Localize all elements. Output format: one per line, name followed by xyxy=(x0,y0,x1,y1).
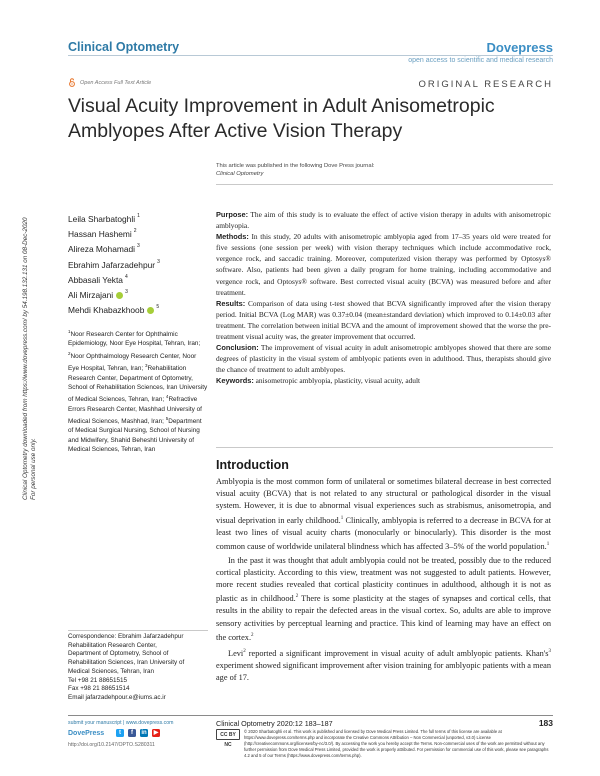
author-affiliation-sup: 3 xyxy=(157,258,160,265)
affiliation-text: Department of Medical Surgical Nursing, School of Nursing and Midwifery, Shahid Beheshti University of Medical Sciences, Tehran, Iran xyxy=(68,418,202,453)
author xyxy=(68,288,160,303)
facebook-icon[interactable]: f xyxy=(128,729,136,737)
abstract-conclusion xyxy=(216,342,551,375)
author xyxy=(68,258,160,273)
author xyxy=(68,227,160,242)
abstract-conclusion-label: Conclusion: xyxy=(216,343,259,353)
citation-ref[interactable]: 2 xyxy=(243,648,246,654)
correspondence-address: Rehabilitation Research Center, xyxy=(68,641,157,649)
youtube-icon[interactable]: ▶ xyxy=(153,730,159,736)
author-affiliation-sup: 2 xyxy=(133,228,137,235)
section-label: ORIGINAL RESEARCH xyxy=(418,79,553,90)
affiliation-text: Noor Research Center for Ophthalmic Epidemiology, Noor Eye Hospital, Tehran, Iran; xyxy=(68,331,201,348)
correspondence-name: Correspondence: Ebrahim Jafarzadehpur xyxy=(68,633,184,640)
abstract-keywords-text: anisometropic amblyopia, plasticity, visual acuity, adult xyxy=(253,376,421,386)
citation-ref[interactable]: 2 xyxy=(251,632,254,638)
intro-text: reported a significant improvement in visual acuity of adult amblyopic patients. Khan's xyxy=(245,648,549,658)
dovepress-footer-logo[interactable]: DovePress xyxy=(68,730,105,737)
submit-manuscript-link[interactable]: submit your manuscript | www.dovepress.com xyxy=(68,720,174,726)
affiliation-sup: 4 xyxy=(165,394,169,400)
dove-note-journal[interactable]: Clinical Optometry xyxy=(216,171,264,177)
author xyxy=(68,242,160,257)
publisher-tagline: open access to scientific and medical research xyxy=(408,57,553,64)
intro-text: experiment showed significant improvement after vision training for amblyopic patients with a mean age of 17. xyxy=(216,660,552,682)
download-stamp-line1: Clinical Optometry downloaded from https://www.dovepress.com/ by 54.198.132.131 on 08-Dec-2020 xyxy=(22,217,29,500)
license-text: © 2020 Sharbatoghli et al. This work is published and licensed by Dove Medical Press Limited. The full terms of this license are available at https://www.dovepress.com/terms.php and incorporate the Creative Commons Attribution – Non Commercial (unported, v3.0) License (http://creativecommons.org/licenses/by-nc/3.0/). By accessing the work you hereby accept the Terms. Non-commercial uses of the work are permitted without any further permission from Dove Medical Press Limited, provided the work is properly attributed. For permission for commercial use of this work, please see paragraphs 4.2 and 5 of our Terms (https://www.dovepress.com/terms.php). xyxy=(244,729,549,758)
author xyxy=(68,303,160,318)
download-stamp-text xyxy=(22,100,38,500)
introduction-body xyxy=(216,476,551,684)
correspondence-tel: Tel +98 21 88651515 xyxy=(68,676,127,684)
author-name: Ali Mirzajani xyxy=(68,290,114,301)
affiliation-sup: 2 xyxy=(68,350,71,356)
author xyxy=(68,212,160,227)
intro-text: Clinically, amblyopia is referred to a decrease in BCVA for at least two lines of visual acuity charts (monocularly or binocularly). This disorder is the most common cause of worldwide unilateral blindness which has affected 3–5% of the world population. xyxy=(216,515,551,551)
abstract-results-text: Comparison of data using t-test showed that BCVA significantly improved after the vision therapy period. Initial BCVA (Log MAR) was 0.37±0.04 (mean±standard deviation) which improved to 0.14±0.03 after treatment. The correlation between initial BCVA and the amount of improvement showed that the worse the pre-treatment visual acuity was, the greater improvement that occurred. xyxy=(216,298,551,342)
abstract-methods-text: In this study, 20 adults with anisometropic amblyopia aged from 17–35 years old were treated for five sessions (one session per week) with vision therapy techniques which include accommodative rock, vergence rock, and saccadic training. Moreover, computerized vision therapy was performed by Optosys® software. Also, patients had been given a daily program for home training, including accommodative and vergence rock, and Optosys® software. Best corrected visual acuity (BCVA) was measured before and after treatment. xyxy=(216,232,551,297)
author-affiliation-sup: 3 xyxy=(125,289,128,296)
twitter-icon[interactable]: t xyxy=(116,729,124,737)
abstract-results-label: Results: xyxy=(216,298,246,308)
open-access-icon xyxy=(68,78,76,87)
introduction-heading: Introduction xyxy=(216,458,289,472)
author-name: Mehdi Khabazkhoob xyxy=(68,305,145,316)
abstract xyxy=(216,209,551,387)
page-number: 183 xyxy=(538,718,553,728)
author-affiliation-sup: 3 xyxy=(137,243,140,250)
affiliation-text: Refractive Errors Research Center, Mashhad University of Medical Sciences, Mashhad, Iran; xyxy=(68,396,202,425)
header-divider xyxy=(68,55,553,56)
dove-publication-note xyxy=(216,162,375,178)
abstract-results xyxy=(216,298,551,342)
open-access-label: Open Access Full Text Article xyxy=(80,79,152,86)
intro-text: Levi xyxy=(228,648,244,658)
author-list xyxy=(68,212,160,318)
correspondence-divider xyxy=(68,630,208,631)
journal-citation: Clinical Optometry 2020:12 183–187 xyxy=(216,719,333,728)
author-name: Hassan Hashemi xyxy=(68,229,132,240)
intro-text: Amblyopia is the most common form of unilateral or sometimes bilateral decrease in best corrected visual acuity (BCVA) that is not related to any structural or pathological disorder in the visual system. However, it is due to abnormal visual experiences such as strabismus, anisometropia, and visual deprivation in early childhood. xyxy=(216,477,551,525)
citation-ref[interactable]: 1 xyxy=(546,541,550,547)
intro-paragraph xyxy=(216,646,551,684)
cc-license-icon[interactable]: CC BY NC xyxy=(216,729,240,740)
abstract-purpose-label: Purpose: xyxy=(216,210,249,219)
article-title: Visual Acuity Improvement in Adult Anisometropic Amblyopes After Active Vision Therapy xyxy=(68,95,495,142)
dove-note-text: This article was published in the following Dove Press journal: xyxy=(216,163,375,169)
author-affiliation-sup: 1 xyxy=(137,213,140,219)
intro-text: In the past it was thought that adult amblyopia could not be treated, possibly due to the reduced cortical plasticity. According to this view, treatment was not suggested to adult patients. However, more recent studies revealed that cortical plasticity continues in adulthood, although it is not as plastic as in childhood. xyxy=(216,555,551,604)
license-row xyxy=(216,729,553,759)
abstract-purpose-text: The aim of this study is to evaluate the effect of active vision therapy in adults with anisometropic amblyopia. xyxy=(216,210,551,231)
correspondence-fax: Fax +98 21 88651514 xyxy=(68,685,130,693)
orcid-icon[interactable] xyxy=(147,307,154,314)
affiliations xyxy=(68,327,208,454)
author-name: Abbasali Yekta xyxy=(68,274,123,285)
correspondence-email[interactable]: Email jafarzadehpour.e@iums.ac.ir xyxy=(68,693,166,701)
intro-text: There is some plasticity at the stages of synapses and cortical cells, that results in the ability to repair the defected areas in the visual cortex. So, adults are able to improve sensory activities by perceptual learning and practice. This kind of learning may have an effect on the cortex. xyxy=(216,594,551,642)
journal-name[interactable]: Clinical Optometry xyxy=(68,40,180,54)
intro-paragraph xyxy=(216,555,551,644)
affiliation-text: Rehabilitation Research Center, Department of Optometry, School of Rehabilitation Sciences, Iran University of Medical Sciences, Tehran, Iran; xyxy=(68,365,208,404)
correspondence-address: Medical Sciences, Tehran, Iran xyxy=(68,667,154,675)
affiliation-sup: 5 xyxy=(165,415,169,421)
author xyxy=(68,273,160,288)
abstract-methods-label: Methods: xyxy=(216,232,249,242)
citation-ref[interactable]: 3 xyxy=(548,648,551,654)
author-affiliation-sup: 5 xyxy=(156,304,160,311)
download-stamp xyxy=(22,217,48,500)
doi-link[interactable]: http://doi.org/10.2147/OPTO.S280311 xyxy=(68,742,155,748)
linkedin-icon[interactable]: in xyxy=(141,730,147,736)
correspondence xyxy=(68,633,208,703)
social-links xyxy=(116,729,160,737)
footer-divider xyxy=(68,715,553,716)
note-divider xyxy=(216,184,553,185)
publisher-logo[interactable]: Dovepress xyxy=(486,40,553,55)
author-affiliation-sup: 4 xyxy=(124,273,128,280)
orcid-icon[interactable] xyxy=(116,292,123,299)
author-name: Leila Sharbatoghli xyxy=(68,214,136,224)
affiliation-sup: 3 xyxy=(144,363,148,369)
author-name: Ebrahim Jafarzadehpur xyxy=(68,259,156,270)
abstract-conclusion-text: The improvement of visual acuity in adult anisometropic amblyopes showed that there are some degrees of plasticity in the visual system of amblyopic patients even in adulthood. Thus, therapists should give the chance of treatment to adult amblyopes. xyxy=(216,343,551,375)
download-stamp-line2: For personal use only. xyxy=(30,438,37,500)
abstract-keywords xyxy=(216,375,551,386)
citation-ref[interactable]: 1 xyxy=(340,515,344,521)
intro-paragraph xyxy=(216,476,551,553)
correspondence-address: Department of Optometry, School of xyxy=(68,650,169,658)
affiliation-text: Noor Ophthalmology Research Center, Noor Eye Hospital, Tehran, Iran; xyxy=(68,352,197,373)
author-name: Alireza Mohamadi xyxy=(68,244,136,255)
correspondence-address: Rehabilitation Sciences, Iran University of xyxy=(68,659,185,667)
abstract-purpose xyxy=(216,209,551,231)
open-access-row xyxy=(68,78,151,87)
abstract-divider xyxy=(216,447,553,448)
abstract-methods xyxy=(216,231,551,298)
citation-ref[interactable]: 2 xyxy=(295,594,299,600)
affiliation-sup: 1 xyxy=(68,329,71,334)
abstract-keywords-label: Keywords: xyxy=(216,376,254,386)
